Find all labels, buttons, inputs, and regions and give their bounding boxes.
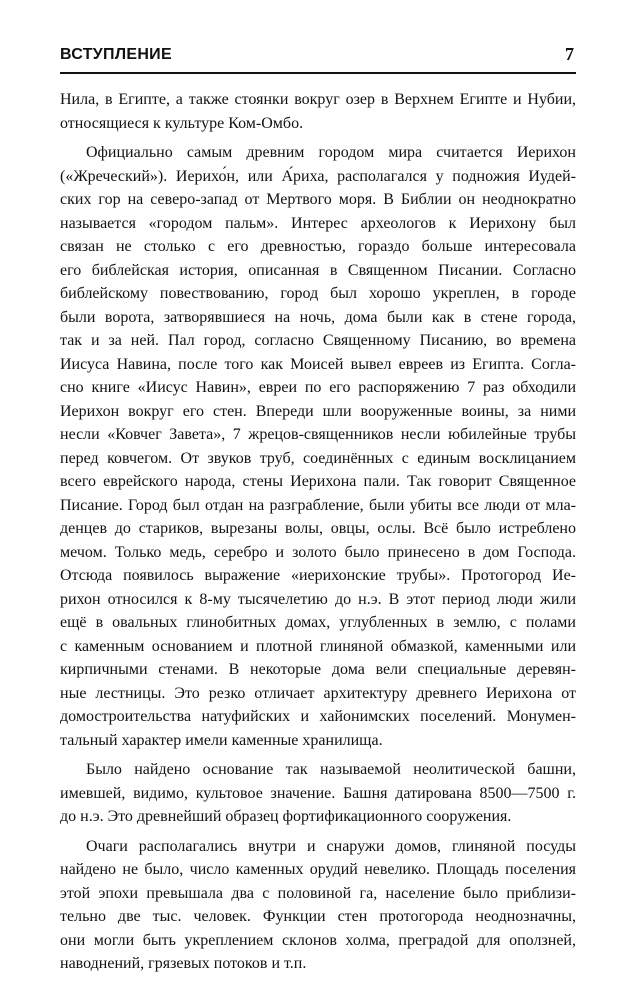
text-line: до н.э. Это древнейший образец фортификационного сооружения. bbox=[60, 808, 512, 825]
text-line: были ворота, затворявшиеся на ночь, дома были как в стене города, bbox=[60, 308, 576, 326]
running-header bbox=[60, 44, 576, 74]
text-line: ских гор на северо-запад от Мертвого моря. В Библии он неоднократно bbox=[60, 191, 576, 208]
text-line: Отсюда появилось выражение «иерихонские трубы». Протогород Ие- bbox=[60, 567, 576, 584]
text-line: его библейская история, описанная в Священном Писании. Согласно bbox=[60, 261, 576, 279]
page-number: 7 bbox=[565, 44, 574, 64]
text-line: библейскому повествованию, город был хорошо укреплен, в городе bbox=[60, 285, 576, 302]
text-line: домостроительства натуфийских и хайонимских поселений. Монумен- bbox=[60, 708, 576, 725]
text-line: с каменным основанием и плотной глиняной обмазкой, каменными или bbox=[60, 637, 576, 655]
text-line: тельно две тыс. человек. Функции стен протогорода неоднозначны, bbox=[60, 908, 576, 925]
text-line: называется «городом пальм». Интерес археологов к Иерихону был bbox=[60, 214, 576, 232]
text-line: денцев до стариков, вырезаны волы, овцы, ослы. Всё было истреблено bbox=[60, 520, 576, 537]
text-line: рихон относился к 8-му тысячелетию до н.э. В этот период люди жили bbox=[60, 590, 576, 608]
text-line: этой эпохи превышала два с половиной га, население было приблизи- bbox=[60, 884, 576, 902]
text-line: всего еврейского народа, стены Иерихона пали. Так говорит Священное bbox=[60, 473, 576, 490]
text-line: Очаги располагались внутри и снаружи домов, глиняной посуды bbox=[86, 837, 576, 855]
text-line: Было найдено основание так называемой неолитической башни, bbox=[86, 761, 576, 778]
text-line: несли «Ковчег Завета», 7 жрецов-священников несли юбилейные трубы bbox=[60, 426, 576, 443]
body-text bbox=[60, 88, 576, 976]
text-line: Официально самым древним городом мира считается Иерихон bbox=[86, 144, 576, 161]
text-line: относящиеся к культуре Ком-Омбо. bbox=[60, 114, 304, 132]
text-line: так и за ней. Пал город, согласно Священному Писанию, во времена bbox=[60, 332, 576, 349]
text-line: («Жреческий»). Иерихо́н, или А́риха, располагался у подножия Иудей- bbox=[60, 167, 576, 185]
text-line: ные лестницы. Это резко отличает архитектуру древнего Иерихона от bbox=[60, 684, 576, 702]
paragraph bbox=[60, 758, 576, 829]
chapter-title: ВСТУПЛЕНИЕ bbox=[60, 46, 172, 63]
text-line: Писание. Город был отдан на разграбление, были убиты все люди от мла- bbox=[60, 496, 576, 514]
text-line: Иерихон вокруг его стен. Впереди шли вооруженные воины, за ними bbox=[60, 402, 576, 420]
text-line: найдено не было, число каменных орудий невелико. Площадь поселения bbox=[60, 861, 576, 878]
text-line: Иисуса Навина, после того как Моисей вывел евреев из Египта. Согла- bbox=[60, 355, 576, 373]
paragraph bbox=[60, 88, 576, 135]
text-line: имевшей, видимо, культовое значение. Башня датирована 8500—7500 г. bbox=[60, 784, 576, 802]
text-line: ещё в овальных глинобитных домах, углубленных в землю, с полами bbox=[60, 614, 576, 631]
text-line: кирпичными стенами. В некоторые дома вели специальные деревян- bbox=[60, 661, 576, 678]
text-line: они могли быть укреплением склонов холма, преградой для оползней, bbox=[60, 931, 576, 949]
text-line: сно книге «Иисус Навин», евреи по его распоряжению 7 раз обходили bbox=[60, 379, 576, 396]
text-line: мечом. Только медь, серебро и золото было принесено в дом Господа. bbox=[60, 543, 576, 561]
text-line: связан не столько с его древностью, гораздо больше интересовала bbox=[60, 238, 576, 255]
paragraph bbox=[60, 141, 576, 752]
text-line: наводнений, грязевых потоков и т.п. bbox=[60, 955, 307, 972]
text-line: Нила, в Египте, а также стоянки вокруг озер в Верхнем Египте и Нубии, bbox=[60, 91, 576, 108]
text-line: тальный характер имели каменные хранилища. bbox=[60, 731, 383, 749]
paragraph bbox=[60, 835, 576, 976]
text-line: перед ковчегом. От звуков труб, соединённых с единым восклицанием bbox=[60, 449, 576, 467]
